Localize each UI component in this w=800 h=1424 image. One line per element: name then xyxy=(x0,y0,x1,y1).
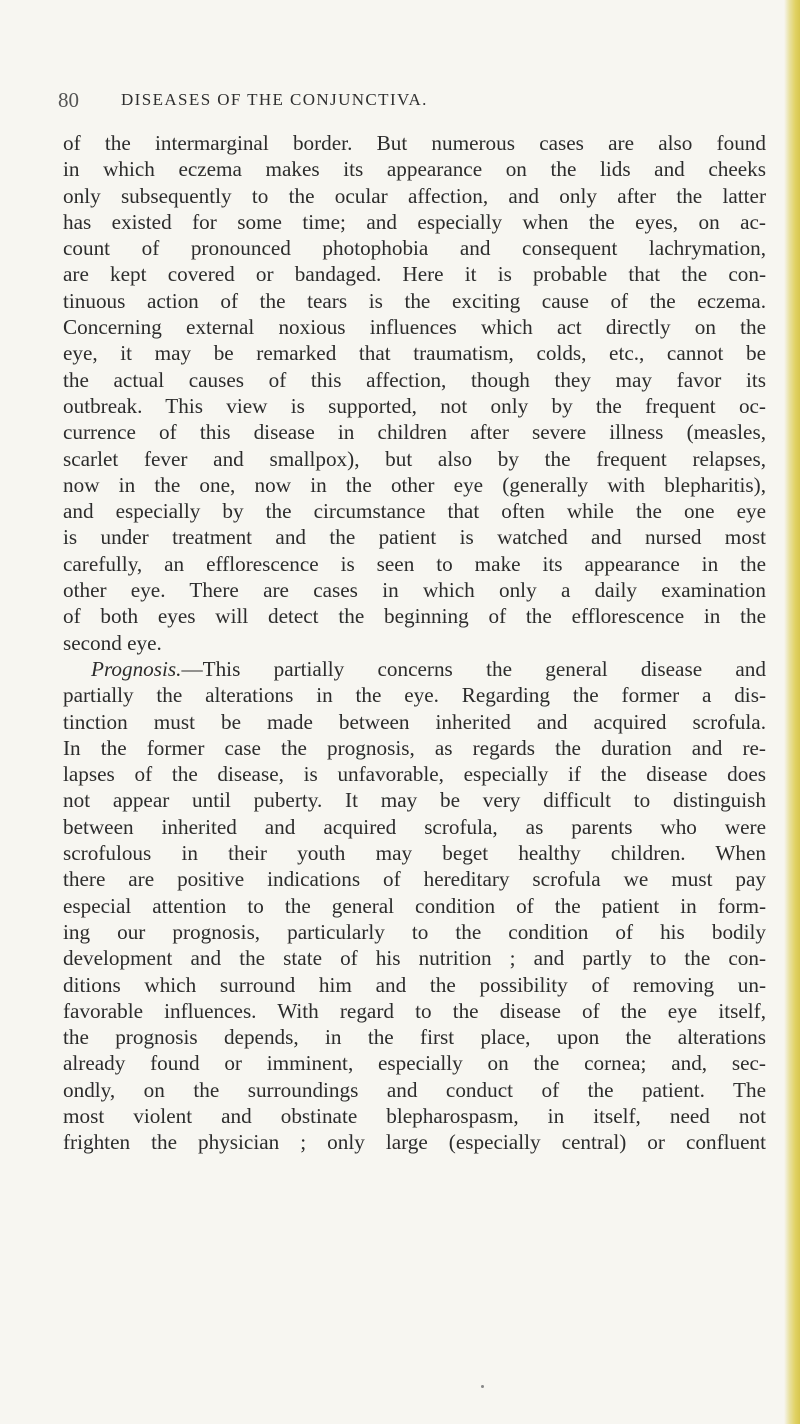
text-line: especial attention to the general condition of the patient in form- xyxy=(63,893,766,918)
text-line: other eye. There are cases in which only a daily examination xyxy=(63,578,766,603)
text-line: lapses of the disease, is unfavorable, especially if the disease does xyxy=(63,762,766,787)
text-line: now in the one, now in the other eye (generally with blepharitis), xyxy=(63,472,766,497)
text-line: tinction must be made between inherited and acquired scrofula. xyxy=(63,709,766,734)
prognosis-heading: Prognosis. xyxy=(91,656,182,681)
text-line: carefully, an efflorescence is seen to make its appearance in the xyxy=(63,551,766,576)
text-line: partially the alterations in the eye. Regarding the former a dis- xyxy=(63,683,766,708)
text-line: most violent and obstinate blepharospasm, in itself, need not xyxy=(63,1103,766,1128)
text-line: the actual causes of this affection, though they may favor its xyxy=(63,367,766,392)
text-line: second eye. xyxy=(63,630,162,655)
text-line: development and the state of his nutrition ; and partly to the con- xyxy=(63,946,766,971)
text-line: count of pronounced photophobia and consequent lachrymation, xyxy=(63,236,766,261)
text-line: is under treatment and the patient is watched and nursed most xyxy=(63,525,766,550)
page-edge xyxy=(784,0,800,1424)
text-line: ditions which surround him and the possibility of removing un- xyxy=(63,972,766,997)
text-line: In the former case the prognosis, as regards the duration and re- xyxy=(63,735,766,760)
text-line: ing our prognosis, particularly to the condition of his bodily xyxy=(63,919,766,944)
text-line: already found or imminent, especially on the cornea; and, sec- xyxy=(63,1051,766,1076)
ink-speck xyxy=(481,1385,484,1388)
text-line: of both eyes will detect the beginning of the efflorescence in the xyxy=(63,604,766,629)
text-line: and especially by the circumstance that often while the one eye xyxy=(63,499,766,524)
text-line: eye, it may be remarked that traumatism, colds, etc., cannot be xyxy=(63,341,766,366)
page-number: 80 xyxy=(58,88,79,112)
text-line: of the intermarginal border. But numerous cases are also found xyxy=(63,131,766,155)
prognosis-first-line xyxy=(63,656,766,682)
text-line: outbreak. This view is supported, not only by the frequent oc- xyxy=(63,393,766,418)
text-line: in which eczema makes its appearance on the lids and cheeks xyxy=(63,157,766,182)
text-line: there are positive indications of hereditary scrofula we must pay xyxy=(63,867,766,892)
text-line: the prognosis depends, in the first place, upon the alterations xyxy=(63,1025,766,1050)
running-head: DISEASES OF THE CONJUNCTIVA. xyxy=(121,90,428,109)
page-header xyxy=(0,88,800,118)
text-line: has existed for some time; and especially when the eyes, on ac- xyxy=(63,209,766,234)
text-line: Concerning external noxious influences which act directly on the xyxy=(63,315,766,340)
text-line: are kept covered or bandaged. Here it is probable that the con- xyxy=(63,262,766,287)
text-line: scarlet fever and smallpox), but also by the frequent relapses, xyxy=(63,446,766,471)
paragraph-eczema xyxy=(63,130,766,656)
prognosis-first-line-text: —This partially concerns the general disease and xyxy=(181,656,766,681)
text-line: only subsequently to the ocular affection, and only after the latter xyxy=(63,183,766,208)
text-line: tinuous action of the tears is the exciting cause of the eczema. xyxy=(63,288,766,313)
text-line: favorable influences. With regard to the disease of the eye itself, xyxy=(63,998,766,1023)
text-line: not appear until puberty. It may be very difficult to distinguish xyxy=(63,788,766,813)
paragraph-prognosis xyxy=(63,656,766,1156)
text-line: between inherited and acquired scrofula, as parents who were xyxy=(63,814,766,839)
text-line: scrofulous in their youth may beget healthy children. When xyxy=(63,841,766,866)
text-line: ondly, on the surroundings and conduct of the patient. The xyxy=(63,1077,766,1102)
body-text xyxy=(63,130,766,1156)
text-line: frighten the physician ; only large (especially central) or confluent xyxy=(63,1130,766,1155)
text-line: currence of this disease in children after severe illness (measles, xyxy=(63,420,766,445)
